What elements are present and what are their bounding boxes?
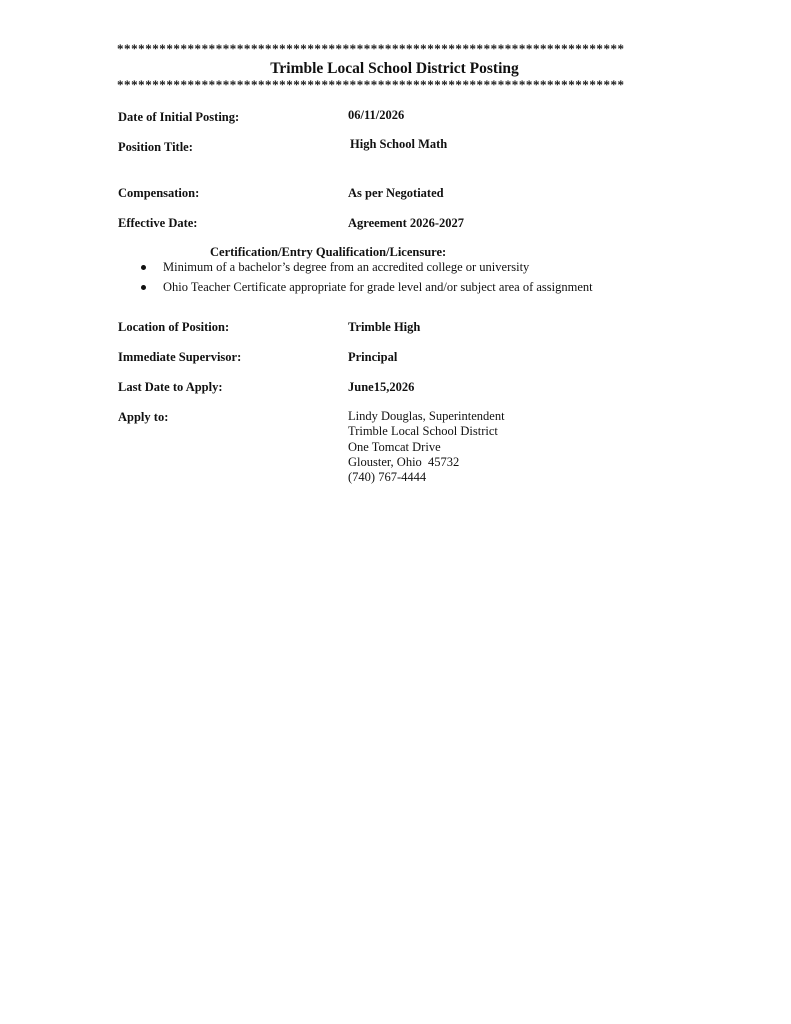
supervisor-value: Principal (348, 350, 398, 364)
position-title-value: High School Math (350, 137, 448, 151)
compensation-value: As per Negotiated (348, 186, 444, 200)
position-title-label: Position Title: (118, 140, 193, 154)
bullet-icon (141, 285, 146, 290)
list-item (140, 280, 593, 295)
initial-posting-label: Date of Initial Posting: (118, 110, 240, 124)
location-label: Location of Position: (118, 320, 230, 334)
apply-to-address (348, 409, 505, 485)
address-city: Glouster, Ohio 45732 (348, 454, 460, 469)
list-item (140, 260, 593, 275)
star-divider-bottom: ************************************************************************ (117, 78, 625, 92)
effective-date-value: Agreement 2026-2027 (348, 216, 465, 230)
effective-date-label: Effective Date: (118, 216, 198, 230)
address-organization: Trimble Local School District (348, 424, 498, 439)
location-value: Trimble High (348, 320, 421, 334)
certification-item-text: Minimum of a bachelor’s degree from an accredited college or university (163, 260, 530, 274)
address-phone: (740) 767-4444 (348, 470, 427, 485)
address-street: One Tomcat Drive (348, 439, 441, 454)
certification-item-text: Ohio Teacher Certificate appropriate for grade level and/or subject area of assignment (163, 280, 593, 294)
certification-list (140, 260, 593, 300)
bullet-icon (141, 265, 146, 270)
document-title: Trimble Local School District Posting (270, 60, 519, 77)
initial-posting-value: 06/11/2026 (348, 108, 405, 122)
compensation-label: Compensation: (118, 186, 200, 200)
address-name: Lindy Douglas, Superintendent (348, 409, 505, 423)
last-date-value: June15,2026 (348, 380, 415, 394)
supervisor-label: Immediate Supervisor: (118, 350, 242, 364)
last-date-label: Last Date to Apply: (118, 380, 223, 394)
star-divider-top: ************************************************************************ (117, 42, 625, 56)
certification-heading: Certification/Entry Qualification/Licensure: (210, 245, 447, 259)
apply-to-label: Apply to: (118, 410, 169, 424)
